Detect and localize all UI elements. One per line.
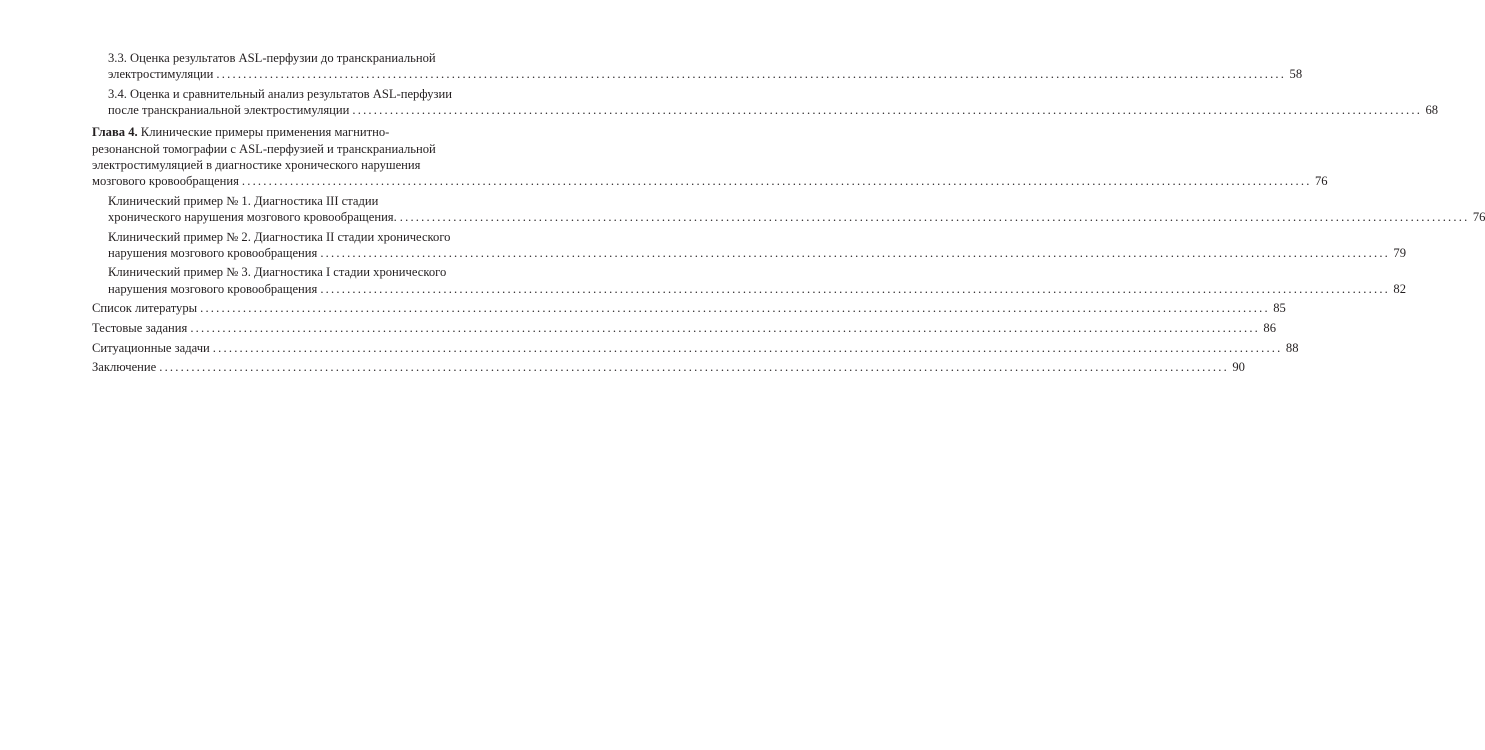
- toc-entry-text: хронического нарушения мозгового кровообращения.: [108, 209, 397, 224]
- toc-entry-tests: [92, 320, 1277, 336]
- dot-leader: ........................................................................................................................................................................................................: [320, 245, 1391, 260]
- toc-entry-example-2: [92, 229, 1407, 261]
- toc-entry-text: Клинические примеры применения магнитно-: [137, 125, 390, 140]
- toc-entry-text: нарушения мозгового кровообращения: [108, 281, 318, 296]
- toc-entry-chapter-4: [92, 124, 1328, 189]
- dot-leader: ........................................................................................................................................................................................................: [200, 301, 1270, 316]
- toc-entry-text: Ситуационные задачи: [92, 340, 210, 355]
- page-number: 86: [1263, 321, 1277, 336]
- chapter-label: Глава 4.: [92, 125, 138, 140]
- page-number: 68: [1425, 103, 1439, 118]
- toc-entry-references: [92, 300, 1286, 316]
- page-number: 82: [1393, 281, 1407, 296]
- dot-leader: ........................................................................................................................................................................................................: [352, 103, 1423, 118]
- toc-entry-3-4: [92, 86, 1439, 118]
- toc-entry-conclusion: [92, 359, 1245, 375]
- page-number: 85: [1273, 301, 1286, 316]
- toc-entry-text: Заключение: [92, 360, 157, 375]
- dot-leader: ........................................................................................................................................................................................................: [212, 340, 1283, 355]
- dot-leader: ........................................................................................................................................................................................................: [241, 173, 1312, 188]
- page-number: 88: [1285, 340, 1299, 355]
- page-number: 76: [1314, 173, 1328, 188]
- toc-entry-text: Тестовые задания: [92, 321, 188, 336]
- dot-leader: ........................................................................................................................................................................................................: [399, 209, 1470, 224]
- toc-entry-text: мозгового кровообращения: [92, 173, 239, 188]
- dot-leader: ........................................................................................................................................................................................................: [190, 321, 1261, 336]
- page-number: 58: [1289, 67, 1303, 82]
- toc-entry-text: Клинический пример № 3. Диагностика I стадии хронического: [108, 265, 447, 280]
- toc-entry-text: нарушения мозгового кровообращения: [108, 245, 318, 260]
- page-number: 90: [1232, 360, 1245, 375]
- toc-entry-example-3: [92, 264, 1407, 296]
- toc-entry-text: электростимуляции: [108, 67, 214, 82]
- dot-leader: ........................................................................................................................................................................................................: [159, 360, 1229, 375]
- toc-entry-situational-tasks: [92, 340, 1299, 356]
- toc-entry-text: после транскраниальной электростимуляции: [108, 103, 350, 118]
- toc-entry-3-3: [92, 50, 1303, 82]
- toc-entry-text: Клинический пример № 1. Диагностика III стадии: [108, 193, 379, 208]
- toc-entry-text: электростимуляцией в диагностике хронического нарушения: [92, 157, 421, 172]
- toc-entry-text: Клинический пример № 2. Диагностика II стадии хронического: [108, 229, 451, 244]
- dot-leader: ........................................................................................................................................................................................................: [320, 281, 1391, 296]
- toc-entry-example-1: [92, 193, 1485, 225]
- page-number: 76: [1472, 209, 1485, 224]
- toc-entry-text: Список литературы: [92, 301, 198, 316]
- page-number: 79: [1393, 245, 1407, 260]
- toc-entry-text: 3.4. Оценка и сравнительный анализ результатов ASL-перфузии: [108, 86, 452, 101]
- dot-leader: ........................................................................................................................................................................................................: [216, 67, 1287, 82]
- table-of-contents: [92, 50, 1485, 376]
- toc-entry-text: резонансной томографии с ASL-перфузией и транскраниальной: [92, 141, 436, 156]
- toc-entry-text: 3.3. Оценка результатов ASL-перфузии до транскраниальной: [108, 51, 436, 65]
